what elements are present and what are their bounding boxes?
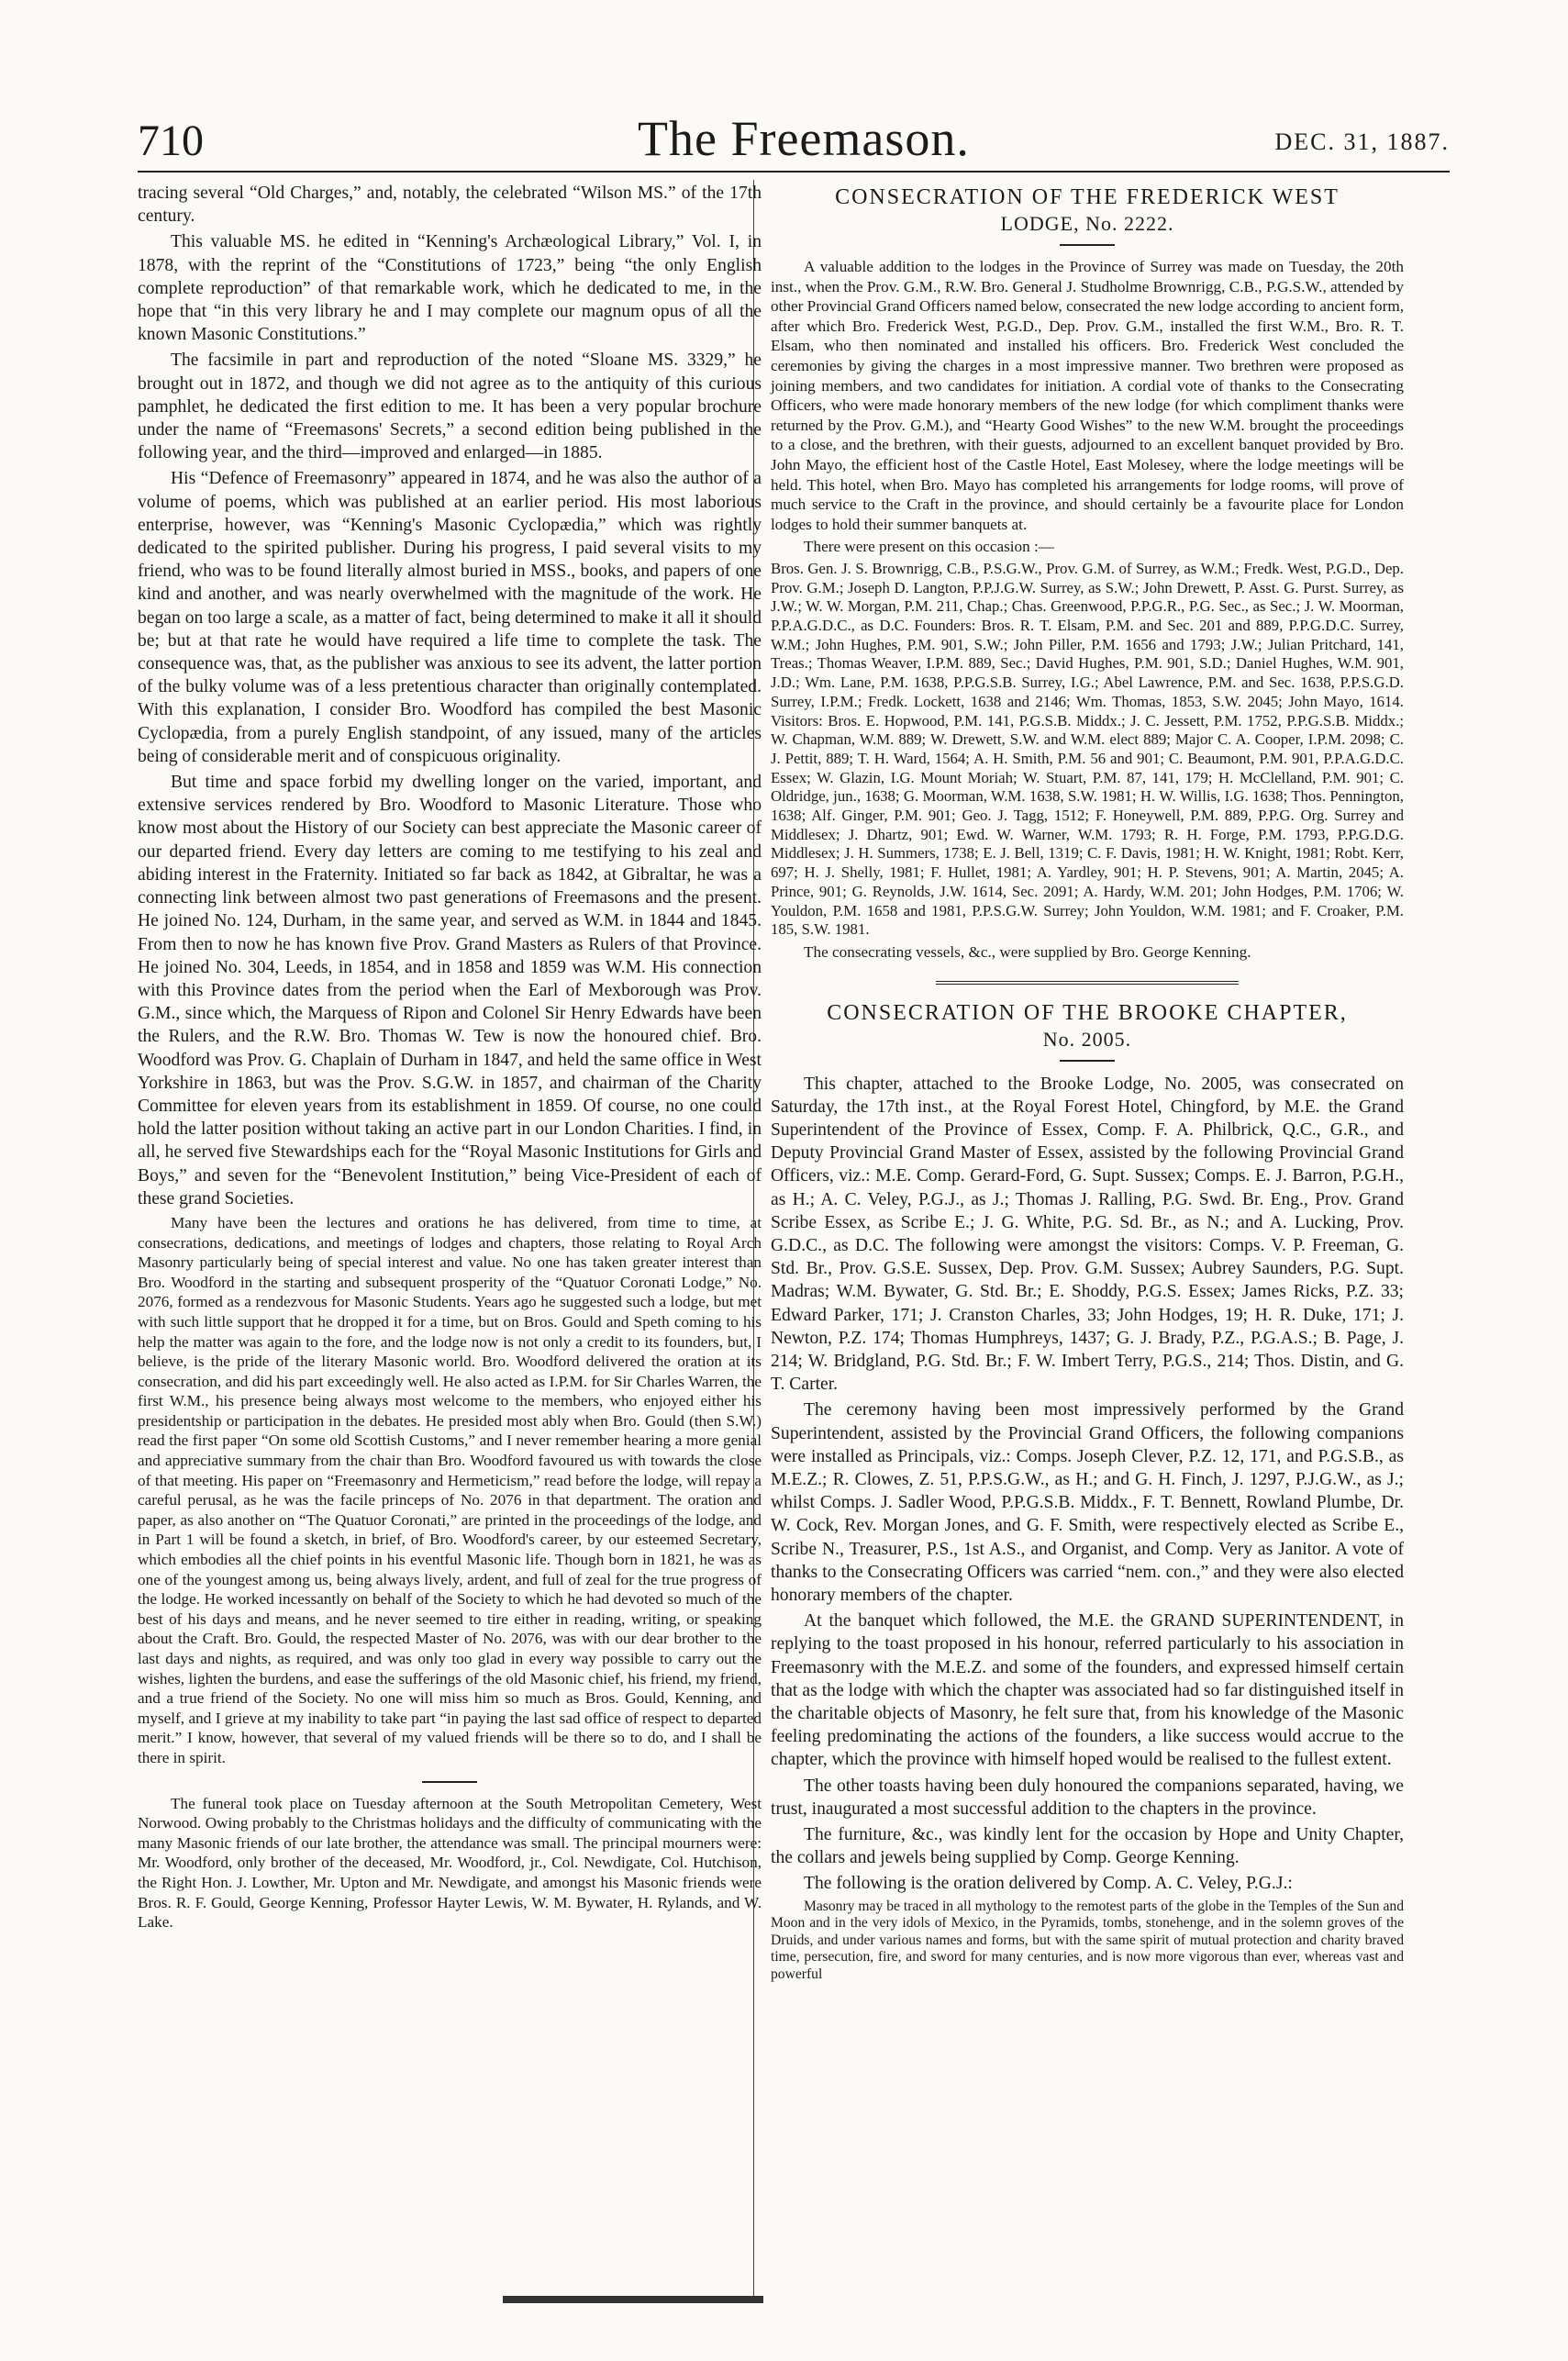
- paragraph: The consecrating vessels, &c., were supplied by Bro. George Kenning.: [804, 942, 1251, 961]
- article-subtitle: No. 2005.: [1042, 1027, 1132, 1051]
- paragraph: The ceremony having been most impressively performed by the Grand Superintendent, assisted by the Provincial Grand Officers, the following companions were installed as Principals, viz.: Comps. Joseph Clever, P.Z. 12, 171, and P.G.S.B., as M.E.Z.; R. Clowes, Z. 51, P.P.S.G.W., as H.; and G. H. Finch, J. 1297, P.J.G.W., as J.; whilst Comps. J. Sadler Wood, P.P.G.S.B. Middx., F. T. Bennett, Rowland Plumbe, Dr. W. Cock, Rev. Morgan Jones, and G. F. Smith, were respectively elected as Scribe E., Scribe N., Treasurer, P.S., 1st A.S., and Organist, and Comp. Very as Janitor. A vote of thanks to the Consecrating Officers was carried “nem. con.,” and they were also elected honorary members of the chapter.: [771, 1400, 1404, 1606]
- paragraph: At the banquet which followed, the M.E. the GRAND SUPERINTENDENT, in replying to the toast proposed in his honour, referred particularly to his association in Freemasonry with the M.E.Z. and some of the founders, and expressed himself certain that as the lodge with which the chapter was associated had so far distinguished itself in the charitable objects of Masonry, he felt sure that, from his knowledge of the Masonic feeling predominating the actions of the founders, a like success would accrue to the chapter, which the province with himself hoped would be realised to the fullest extent.: [771, 1611, 1404, 1770]
- paragraph: The other toasts having been duly honoured the companions separated, having, we trust, inaugurated a most successful addition to the chapters in the province.: [771, 1776, 1404, 1819]
- paragraph: There were present on this occasion :—: [804, 538, 1054, 556]
- article-subtitle: LODGE, No. 2222.: [1000, 212, 1174, 235]
- bottom-rule: [503, 2296, 763, 2303]
- left-column: [138, 182, 762, 1935]
- page-number: 710: [138, 117, 204, 165]
- paragraph: The following is the oration delivered by Comp. A. C. Veley, P.G.J.:: [804, 1874, 1293, 1894]
- page-header: [138, 110, 1450, 167]
- oration-text: Masonry may be traced in all mythology to the remotest parts of the globe in the Temples of the Sun and Moon and in the very idols of Mexico, in the Pyramids, tombs, stonehenge, and in the solemn groves of the Druids, and under various names and forms, but with the same spirit of mutual protection and charity braved time, persecution, fire, and sword for many centuries, and is now more vigorous than ever, whereas vast and powerful: [771, 1898, 1404, 1983]
- paragraph: This chapter, attached to the Brooke Lodge, No. 2005, was consecrated on Saturday, the 17th inst., at the Royal Forest Hotel, Chingford, by M.E. the Grand Superintendent of the Province of Essex, Comp. F. A. Philbrick, Q.C., G.R., and Deputy Provincial Grand Master of Essex, assisted by the following Provincial Grand Officers, viz.: M.E. Comp. Gerard-Ford, G. Supt. Sussex; Comps. E. J. Barron, P.G.H., as H.; A. C. Veley, P.G.J., as J.; Thomas J. Ralling, P.G. Swd. Br. Eng., Prov. Grand Scribe Essex, as Scribe E.; J. G. White, P.G. Sd. Br., as N.; and A. Lucking, Prov. G.D.C., as D.C. The following were amongst the visitors: Comps. V. P. Freeman, G. Std. Br., Prov. G.S.E. Sussex, Dep. Prov. G.M. Sussex; Aubrey Saunders, P.G. Supt. Madras; W.M. Bywater, G. Std. Br.; E. Shoddy, P.G.S. Essex; James Ricks, P.Z. 33; Edward Parker, 171; J. Cranston Charles, 33; John Hodges, 19; H. R. Duke, 171; J. Newton, P.Z. 174; Thomas Humphreys, 1437; G. J. Brady, P.Z., P.G.A.S.; B. Page, J. 214; W. Bridgland, P.G. Std. Br.; F. W. Imbert Terry, P.G.S., 214; Thos. Distin, and G. T. Carter.: [771, 1074, 1404, 1395]
- paragraph: His “Defence of Freemasonry” appeared in 1874, and he was also the author of a volume of poems, which was published at an earlier period. His most laborious enterprise, however, was “Kenning's Masonic Cyclopædia,” which was rightly dedicated to the spirited publisher. During his progress, I paid several visits to my friend, who was to be found literally almost buried in MSS., books, and papers of one kind and another, and was nearly overwhelmed with the magnitude of the work. He began on too large a scale, as a matter of fact, being determined to make it all it should be; but at that rate he would have required a life time to complete the task. The consequence was, that, as the publisher was anxious to see its advent, the latter portion of the bulky volume was of a less pretentious character than originally contemplated. With this explanation, I consider Bro. Woodford has compiled the best Masonic Cyclopædia, from a purely English standpoint, of any issued, many of the articles being of considerable merit and of conspicuous originality.: [138, 469, 762, 766]
- right-column: [771, 182, 1404, 1987]
- paragraph: The facsimile in part and reproduction of the noted “Sloane MS. 3329,” he brought out in 1872, and though we did not agree as to the antiquity of this curious pamphlet, he dedicated the first edition to me. It has been a very popular brochure under the name of “Freemasons' Secrets,” a second edition being published in the following year, and the third—improved and enlarged—in 1885.: [138, 351, 762, 463]
- paragraph: But time and space forbid my dwelling longer on the varied, important, and extensive services rendered by Bro. Woodford to Masonic Literature. Those who know most about the History of our Society can best appreciate the Masonic career of our departed friend. Every day letters are coming to me testifying to his zeal and abiding interest in the Fraternity. Initiated so far back as 1842, at Gibraltar, he was a connecting link between almost two past generations of Freemasons and the present. He joined No. 124, Durham, in the same year, and served as W.M. in 1844 and 1845. From then to now he has known five Prov. Grand Masters as Rulers of that Province. He joined No. 304, Leeds, in 1854, and in 1858 and 1859 was W.M. His connection with this Province dates from the period when the Earl of Mexborough was Prov. G.M., since which, the Marquess of Ripon and Colonel Sir Henry Edwards have been the Rulers, and the R.W. Bro. Thomas W. Tew is now the honoured chief. Bro. Woodford was Prov. G. Chaplain of Durham in 1847, and held the same office in West Yorkshire in 1863, but was the Prov. S.G.W. in 1857, and chairman of the Charity Committee for eleven years from its establishment in 1859. Of course, no one could hold the latter position without taking an active part in our London Charities. I find, in all, he served five Stewardships each for the “Royal Masonic Institutions for Girls and Boys,” and seven for the “Benevolent Institution,” being Vice-President of each of these grand Societies.: [138, 773, 762, 1208]
- attendee-list: Bros. Gen. J. S. Brownrigg, C.B., P.S.G.W., Prov. G.M. of Surrey, as W.M.; Fredk. West, P.G.D., Dep. Prov. G.M.; Joseph D. Langton, P.P.J.G.W. Surrey, as S.W.; John Drewett, P. Asst. G. Purst. Surrey, as J.W.; W. W. Morgan, P.M. 211, Chap.; Chas. Greenwood, P.P.G.R., P.G. Sec., as Sec.; J. W. Moorman, P.P.A.G.D.C., as D.C. Founders: Bros. R. T. Elsam, P.M. and Sec. 201 and 889, P.P.G.D.C. Surrey, W.M.; John Hughes, P.M. 901, S.W.; John Piller, P.M. 1656 and 1793; J.W.; Julian Pritchard, 141, Treas.; Thomas Weaver, I.P.M. 889, Sec.; David Hughes, P.M. 901, S.D.; Daniel Hughes, W.M. 901, J.D.; Wm. Lane, P.M. 1638, P.P.G.S.B. Surrey, I.G.; Abel Lawrence, P.M. and Sec. 1638, P.P.S.G.D. Surrey, I.P.M.; Fredk. Lockett, 1638 and 2146; Wm. Thomas, 1853, S.W. 2045; John Mayo, 1614. Visitors: Bros. E. Hopwood, P.M. 141, P.G.S.B. Middx.; J. C. Jessett, P.M. 1752, P.P.G.S.B. Middx.; W. Chapman, W.M. 889; W. Drewett, S.W. and W.M. elect 889; Major C. A. Cooper, I.P.M. 2098; C. J. Pettit, 889; T. H. Ward, 1564; A. H. Smith, P.M. 56 and 901; C. Beaumont, P.M. 901, P.P.A.G.D.C. Essex; W. Glazin, I.G. Mount Moriah; W. Stuart, P.M. 87, 141, 179; H. McClelland, P.M. 901; C. Oldridge, jun., 1638; G. Moorman, W.M. 1638, S.W. 1981; H. W. Willis, I.G. 1638; Thos. Pennington, 1638; Alf. Ginger, P.M. 901; Geo. J. Tagg, 1512; F. Honeywell, P.M. 889, P.P.G. Org. Surrey and Middlesex; J. Dhartz, 901; Ewd. W. Warner, W.M. 1793; R. H. Forge, P.M. 1793, P.P.G.D.G. Middlesex; J. H. Summers, 1738; E. J. Bell, 1319; C. F. Davis, 1981; H. W. Knight, 1981; Robt. Kerr, 697; H. J. Shelly, 1981; F. Hullet, 1981; A. Yardley, 901; H. P. Stevens, 901; A. Martin, 2045; A. Prince, 901; G. Reynolds, J.W. 1614, Sec. 2091; A. Hardy, W.M. 201; John Hodges, P.M. 1706; W. Youldon, P.M. 1658 and 1981, P.P.S.G.W. Surrey; John Youldon, W.M. 1981; and F. Croaker, P.M. 185, S.W. 1981.: [771, 559, 1404, 939]
- funeral-paragraph: The funeral took place on Tuesday afternoon at the South Metropolitan Cemetery, West Norwood. Owing probably to the Christmas holidays and the difficulty of communicating with the many Masonic friends of our late brother, the attendance was small. The principal mourners were: Mr. Woodford, only brother of the deceased, Mr. Woodford, jr., Col. Newdigate, Col. Hutchison, the Right Hon. J. Lowther, Mr. Upton and Mr. Newdigate, and amongst his Masonic friends were Bros. R. F. Gould, George Kenning, Professor Hayter Lewis, W. M. Bywater, H. Rylands, and W. Lake.: [138, 1794, 762, 1932]
- paragraph: The furniture, &c., was kindly lent for the occasion by Hope and Unity Chapter, the collars and jewels being supplied by Comp. George Kenning.: [771, 1825, 1404, 1868]
- paragraph: tracing several “Old Charges,” and, notably, the celebrated “Wilson MS.” of the 17th century.: [138, 184, 762, 227]
- title-rule: [1060, 244, 1115, 246]
- section-rule: [422, 1781, 477, 1783]
- article-title: CONSECRATION OF THE FREDERICK WEST: [835, 185, 1340, 209]
- paragraph: A valuable addition to the lodges in the Province of Surrey was made on Tuesday, the 20th inst., when the Prov. G.M., R.W. Bro. General J. Studholme Brownrigg, C.B., P.G.S.W., attended by other Provincial Grand Officers named below, consecrated the new lodge according to ancient form, after which Bro. Frederick West, P.G.D., Dep. Prov. G.M., installed the first W.M., Bro. R. T. Elsam, who then nominated and installed his officers. Bro. Frederick West concluded the ceremonies by giving the charges in a most impressive manner. Two brethren were proposed as joining members, and two candidates for initiation. A cordial vote of thanks to the Consecrating Officers, who were made honorary members of the new lodge (for which compliment thanks were returned by the Prov. G.M.), and “Hearty Good Wishes” to the new W.M. brought the proceedings to a close, and the brethren, with their guests, adjourned to an excellent banquet provided by Bro. John Mayo, the efficient host of the Castle Hotel, East Molesey, where the lodge meetings will be held. This hotel, when Bro. Mayo has completed his arrangements for lodge rooms, will prove of much service to the Craft in the province, and should certainly be a favourite place for London lodges to hold their summer banquets at.: [771, 258, 1404, 533]
- paragraph: Many have been the lectures and orations he has delivered, from time to time, at consecrations, dedications, and meetings of lodges and chapters, those relating to Royal Arch Masonry particularly being of special interest and value. No one has taken greater interest than Bro. Woodford in the starting and subsequent prosperity of the “Quatuor Coronati Lodge,” No. 2076, formed as a rendezvous for Masonic Students. Years ago he suggested such a lodge, but met with such little support that he dropped it for a time, but on Bros. Gould and Speth coming to his help the matter was again to the fore, and the lodge now is not only a credit to its founders, but, I believe, is the pride of the literary Masonic world. Bro. Woodford delivered the oration at its consecration, and did his part exceedingly well. He also acted as I.P.M. for Sir Charles Warren, the first W.M., his presence being always most welcome to the members, who enjoyed either his presidentship or participation in the debates. He presided most ably when Bro. Gould (then S.W.) read the first paper “On some old Scottish Customs,” and I never remember hearing a more genial and appreciative summary from the chair than Bro. Woodford favoured us with towards the close of that meeting. His paper on “Freemasonry and Hermeticism,” read before the lodge, will repay a careful perusal, as he was the facile princeps of No. 2076 in that department. The oration and paper, as also another on “The Quatuor Coronati,” are printed in the proceedings of the lodge, and in Part 1 will be found a sketch, in brief, of Bro. Woodford's career, by our esteemed Secretary, which embodies all the chief points in his eventful Masonic life. Though born in 1821, he was as one of the youngest among us, being always lively, ardent, and full of zeal for the true progress of the lodge. He worked incessantly on behalf of the Society to which he had devoted so much of the best of his days and means, and he never seemed to tire either in reading, writing, or speaking about the Craft. Bro. Gould, the respected Master of No. 2076, was with our dear brother to the last days and nights, as required, and was only too glad in every way possible to carry out the wishes, lighten the burdens, and ease the sufferings of the old Masonic chief, his friend, my friend, and a true friend of the Society. No one will miss him so much as Bros. Gould, Kenning, and myself, and I grieve at my inability to take part “in paying the last sad office of respect to departed merit.” I know, however, that several of my valued friends will be there so to do, and I shall be there in spirit.: [138, 1213, 762, 1766]
- article-separator: [936, 981, 1239, 986]
- header-rule: [138, 171, 1450, 173]
- paragraph: This valuable MS. he edited in “Kenning's Archæological Library,” Vol. I, in 1878, with the reprint of the “Constitutions of 1723,” being “the only English complete reproduction” of that remarkable work, which he dedicated to me, in the hope that “in this very library he and I may complete our magnum opus of all the known Masonic Constitutions.”: [138, 232, 762, 345]
- masthead-title: The Freemason.: [638, 111, 970, 166]
- issue-date: DEC. 31, 1887.: [1274, 128, 1450, 155]
- article-title: CONSECRATION OF THE BROOKE CHAPTER,: [827, 1000, 1348, 1025]
- title-rule: [1060, 1060, 1115, 1062]
